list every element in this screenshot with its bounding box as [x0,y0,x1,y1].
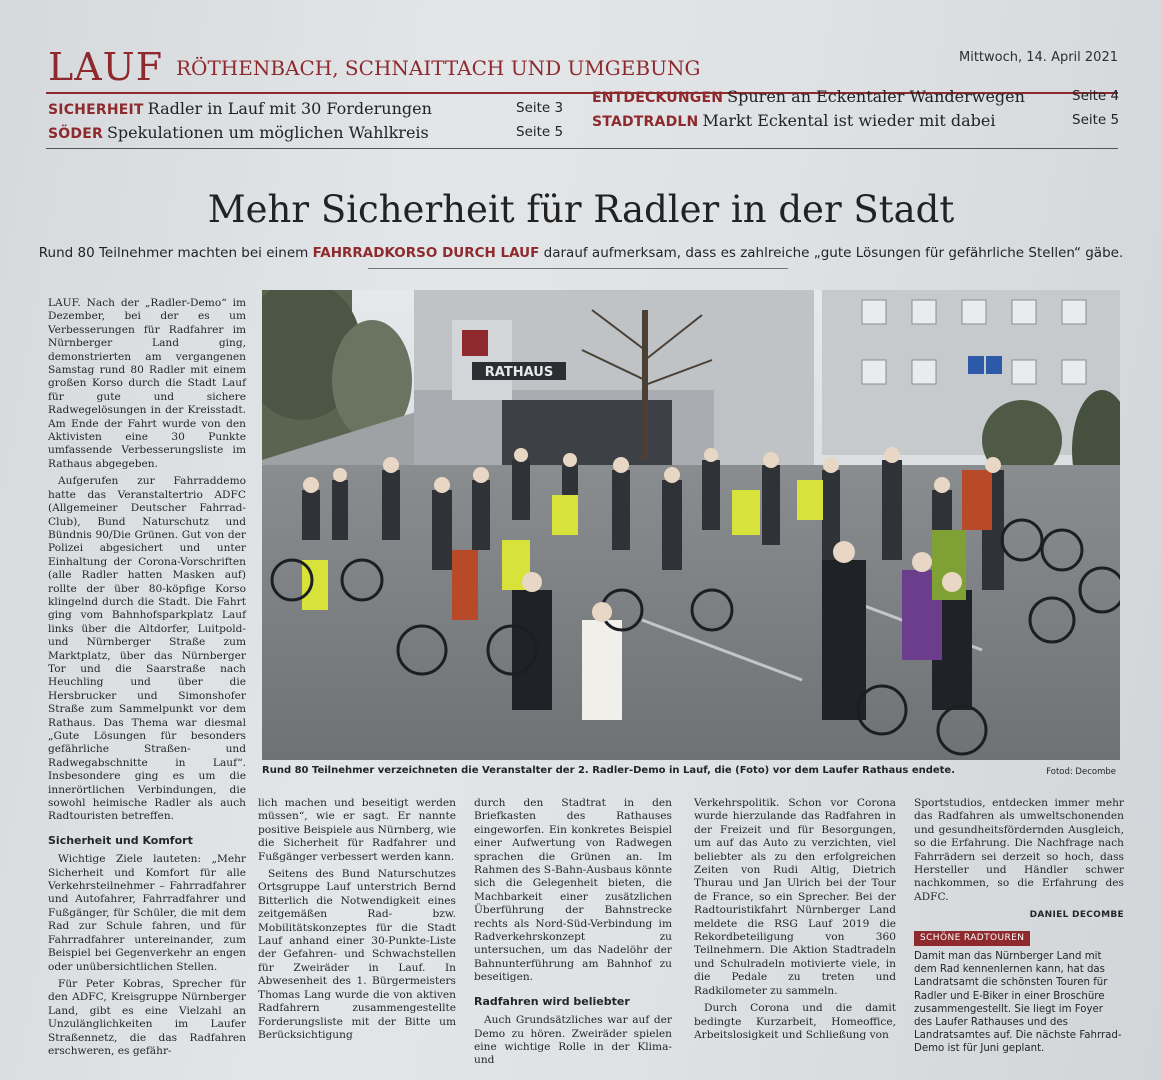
rathaus-sign: RATHAUS [484,365,554,380]
teaser-text: Radler in Lauf mit 30 Forderungen [147,99,432,118]
author-byline: DANIEL DECOMBE [1029,910,1124,921]
teaser-tag: STADTRADLN [592,114,699,130]
photo-illustration [262,290,1120,760]
paragraph: Wichtige Ziele lauteten: „Mehr Sicherheit und Komfort für alle Verkehrsteilnehmer – Fahrradfahrer und Autofahrer, Fahrradfahrer und Fußgänger, für Schüler, die mit dem Rad zur Schule fahren, und für Fahrradfahrer untereinander, zum Beispiel bei Gegenverkehr an engen oder unübersichtlichen Stellen. [48,853,246,973]
article-column-5 [914,797,1124,1056]
teaser-tag: SÖDER [48,126,103,142]
paragraph: Auch Grundsätzliches war auf der Demo zu hören. Zweiräder spielen eine wichtige Rolle in der Klima- und [474,1014,672,1067]
issue-date: Mittwoch, 14. April 2021 [959,50,1118,65]
paragraph: lich machen und beseitigt werden müssen“, wie er sagt. Er nannte positive Beispiele aus Nürnberg, wie die Sicherheit für Radfahrer und Fußgänger verbessert werden kann. [258,797,456,863]
paragraph: Durch Corona und die damit bedingte Kurzarbeit, Homeoffice, Arbeitslosigkeit und Schließung von [694,1002,896,1041]
masthead-name: LAUF [48,45,164,89]
paragraph: Seitens des Bund Naturschutzes Ortsgruppe Lauf unterstrich Bernd Bitterlich die Notwendigkeit eines zeitgemäßen Rad- bzw. Mobilitätskonzeptes für die Stadt Lauf anhand einer 30-Punkte-Liste der Gefahren- und Schwachstellen für Zweiräder in Lauf. In Abwesenheit des 1. Bürgermeisters Thomas Lang wurde die von aktiven Radfahrern zusammengestellte Forderungsliste mit der Bitte um Berücksichtigung [258,868,456,1041]
teaser-page: Seite 5 [1072,112,1120,128]
teaser-sicherheit[interactable] [48,98,432,121]
teaser-page: Seite 5 [516,124,564,140]
teaser-rule [46,148,1118,149]
subhead-highlight: FAHRRADKORSO DURCH LAUF [312,245,540,261]
photo-credit: Fotod: Decombe [1046,767,1116,777]
article-column-4 [694,797,896,1046]
teaser-tag: ENTDECKUNGEN [592,90,724,106]
article-column-1 [48,297,246,1062]
teaser-text: Markt Eckental ist wieder mit dabei [702,111,996,130]
subhead-rule [368,268,788,269]
teaser-page: Seite 4 [1072,88,1120,104]
paragraph: Sportstudios, entdecken immer mehr das Radfahren als umweltschonenden und gesundheitsfördernden Ausgleich, so die Erfahrung. Die Nachfrage nach Fahrrädern sei derzeit so hoch, dass Hersteller und Händler schwer nachkommen, so die Erfahrung des ADFC. [914,797,1124,903]
teaser-page: Seite 3 [516,100,564,116]
teaser-text: Spekulationen um möglichen Wahlkreis [106,123,429,142]
subhead-text: darauf aufmerksam, dass es zahlreiche „gute Lösungen für gefährliche Stellen“ gäbe. [543,245,1124,261]
subheading: Radfahren wird beliebter [474,994,630,1008]
subheading: Sicherheit und Komfort [48,833,193,847]
paragraph: Aufgerufen zur Fahrraddemo hatte das Veranstaltertrio ADFC (Allgemeiner Deutscher Fahrrad-Club), Bund Naturschutz und Bündnis 90/Die Grünen. Gut von der Polizei abgesichert und unter Einhaltung der Corona-Vorschriften (alle Radler hatten Masken auf) rollte der über 80-köpfige Korso klingelnd durch die Stadt. Die Fahrt ging vom Bahnhofsparkplatz Lauf links über die Altdorfer, Luitpold- und Nürnberger Straße zum Marktplatz, über das Nürnberger Tor und die Saarstraße nach Heuchling und über die Hersbrucker und Simonshofer Straße zum Sammelpunkt vor dem Rathaus. Das Thema war diesmal „Gute Lösungen für besonders gefährliche Straßen- und Radwegabschnitte in Lauf“. Insbesondere ging es um die innerörtlichen Verbindungen, die sowohl heimische Radler als auch Radtouristen betreffen. [48,475,246,823]
article-photo [262,290,1120,760]
photo-caption: Rund 80 Teilnehmer verzeichneten die Veranstalter der 2. Radler-Demo in Lauf, die (Foto) vor dem Laufer Rathaus endete. [262,765,956,776]
paragraph: durch den Stadtrat in den Briefkasten des Rathauses eingeworfen. Ein konkretes Beispiel einer Aufwertung von Radwegen sprachen die Grünen an. Im Rahmen des S-Bahn-Ausbaus könnte sich die Gelegenheit bieten, die Machbarkeit einer zusätzlichen Überführung der Bahnstrecke rechts als Nord-Süd-Verbindung im Radverkehrskonzept zu untersuchen, um das Nadelöhr der Bahnunterführung am Bahnhof zu beseitigen. [474,797,672,984]
article-headline: Mehr Sicherheit für Radler in der Stadt [207,188,955,231]
paragraph: LAUF. Nach der „Radler-Demo“ im Dezember, bei der es um Verbesserungen für Radfahrer im Nürnberger Land ging, demonstrierten am vergangenen Samstag rund 80 Radler mit einem großen Korso durch die Stadt Lauf für gute und sichere Radwegelösungen in der Kreisstadt. Am Ende der Fahrt wurde von den Aktivisten eine 30 Punkte umfassende Verbesserungsliste im Rathaus abgegeben. [48,297,246,470]
article-column-2 [258,797,456,1046]
subhead-text: Rund 80 Teilnehmer machten bei einem [38,245,309,261]
teaser-tag: SICHERHEIT [48,102,144,118]
article-subhead [0,243,1162,263]
teaser-soeder[interactable] [48,122,429,145]
paragraph: Verkehrspolitik. Schon vor Corona wurde hierzulande das Radfahren in der Freizeit und für Besorgungen, um auf das Auto zu verzichten, viel beliebter als zu den erfolgreichen Zeiten von Rudi Altig, Dietrich Thurau und Jan Ulrich bei der Tour de France, so ein Sprecher. Bei der Radtouristikfahrt Nürnberger Land meldete die RSG Lauf 2019 die Rekordbeteiligung von 360 Teilnehmern. Die Aktion Stadtradeln und Schulradeln motivierte viele, in die Pedale zu treten und Radkilometer zu sammeln. [694,797,896,997]
teaser-entdeckungen[interactable] [592,86,1025,109]
paragraph: Für Peter Kobras, Sprecher für den ADFC, Kreisgruppe Nürnberger Land, gibt es eine Vielzahl an Unzulänglichkeiten im Laufer Straßennetz, die das Radfahren erschweren, es gefähr- [48,977,246,1057]
info-box-text: Damit man das Nürnberger Land mit dem Rad kennenlernen kann, hat das Landratsamt die schönsten Touren für Radler und E-Biker in einer Broschüre zusammengestellt. Sie liegt im Foyer des Laufer Rathauses und des Landratsamtes auf. Die nächste Fahrrad-Demo ist für Juni geplant. [914,951,1122,1055]
masthead-subtitle: RÖTHENBACH, SCHNAITTACH UND UMGEBUNG [176,56,701,80]
article-column-3 [474,797,672,1072]
teaser-text: Spuren an Eckentaler Wanderwegen [727,87,1025,106]
info-box-tag: SCHÖNE RADTOUREN [914,931,1030,946]
teaser-stadtradln[interactable] [592,110,995,133]
